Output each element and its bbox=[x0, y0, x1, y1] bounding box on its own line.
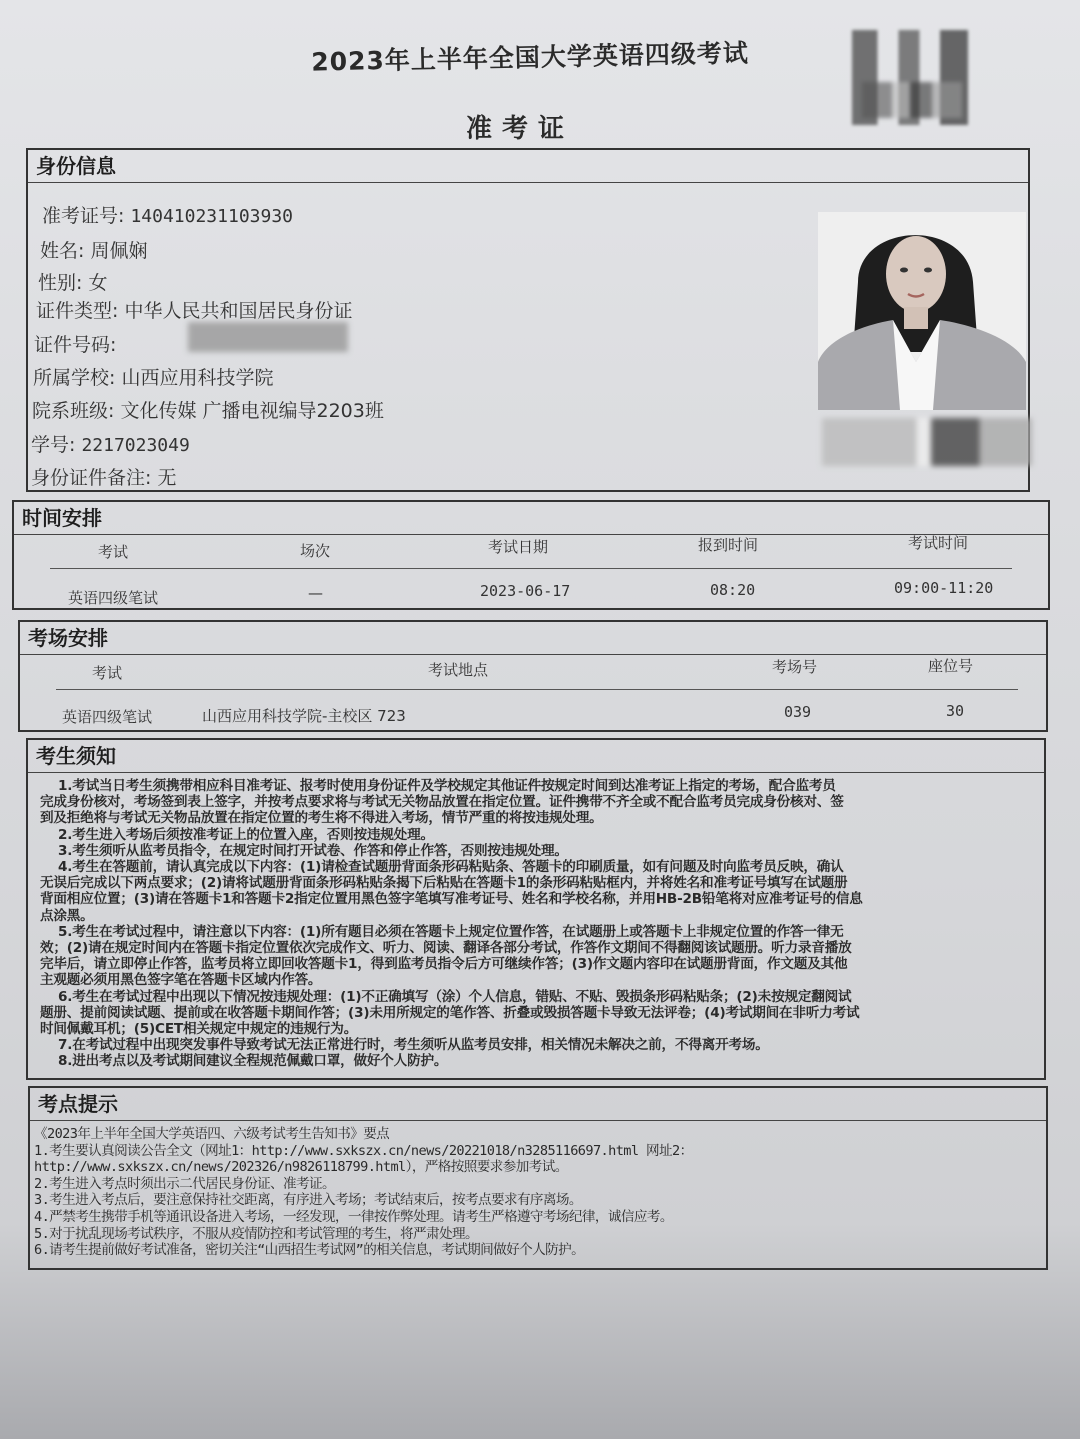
schedule-cell-session: — bbox=[308, 584, 323, 602]
redacted-photo-caption bbox=[822, 418, 1032, 466]
department-row bbox=[32, 396, 384, 423]
schedule-header-time: 考试时间 bbox=[908, 534, 969, 552]
venue-cell-exam: 英语四级笔试 bbox=[62, 708, 153, 726]
school-value: 山西应用科技学院 bbox=[121, 367, 274, 389]
notice-line: 到及拒绝将与考试无关物品放置在指定位置的考生将不得进入考场，情节严重的将按违规处理。 bbox=[40, 810, 603, 827]
notice-line: 8.进出考点以及考试期间建议全程规范佩戴口罩，做好个人防护。 bbox=[58, 1053, 448, 1070]
notice-line: 5.考生在考试过程中，请注意以下内容：(1)所有题目必须在答题卡上规定位置作答，在试题册上或答题卡上非规定位置的作答一律无 bbox=[58, 923, 844, 940]
schedule-header-checkin: 报到时间 bbox=[698, 536, 759, 554]
exam-number-row bbox=[42, 201, 293, 228]
venue-header-exam: 考试 bbox=[92, 664, 123, 682]
tips-line: 5.对于扰乱现场考试秩序，不服从疫情防控和考试管理的考生，将严肃处理。 bbox=[34, 1225, 478, 1242]
tips-body bbox=[34, 1126, 1042, 1259]
venue-section bbox=[18, 620, 1048, 732]
id-type-value: 中华人民共和国居民身份证 bbox=[124, 300, 353, 322]
exam-number-value: 140410231103930 bbox=[130, 206, 294, 227]
id-number-label: 证件号码: bbox=[34, 334, 117, 356]
tips-line: 2.考生进入考点时须出示二代居民身份证、准考证。 bbox=[34, 1175, 336, 1192]
venue-cell-seat: 30 bbox=[946, 702, 965, 720]
id-number-row bbox=[34, 330, 116, 357]
tips-line: 6.请考生提前做好考试准备，密切关注“山西招生考试网”的相关信息，考试期间做好个人防护。 bbox=[34, 1242, 585, 1259]
name-label: 姓名: bbox=[40, 240, 85, 262]
school-label: 所属学校: bbox=[33, 367, 116, 389]
name-value: 周佩娴 bbox=[90, 240, 148, 262]
notice-line: 7.在考试过程中出现突发事件导致考试无法正常进行时，考生须听从监考员安排，相关情况未解决之前，不得离开考场。 bbox=[58, 1037, 769, 1054]
portrait-illustration bbox=[818, 212, 1026, 410]
schedule-cell-checkin: 08:20 bbox=[710, 581, 756, 599]
name-row bbox=[40, 236, 147, 263]
id-type-row bbox=[36, 296, 352, 323]
student-id-label: 学号: bbox=[31, 434, 76, 456]
notice-line: 背面相应位置；(3)请在答题卡1和答题卡2指定位置用黑色签字笔填写准考证号、姓名和学校名称，并用HB-2B铅笔将对应准考证号的信息 bbox=[40, 891, 863, 908]
tips-line: 《2023年上半年全国大学英语四、六级考试考生告知书》要点 bbox=[34, 1126, 390, 1142]
redacted-qr-code-lower bbox=[862, 82, 962, 118]
venue-cell-room: 039 bbox=[784, 703, 812, 721]
notice-line: 无误后完成以下两点要求；(2)请将试题册背面条形码粘贴条揭下后粘贴在答题卡1的条形码粘贴框内，并将姓名和准考证号填写在试题册 bbox=[40, 875, 848, 892]
id-remark-row bbox=[31, 463, 176, 490]
id-remark-value: 无 bbox=[157, 467, 177, 489]
schedule-cell-time: 09:00-11:20 bbox=[894, 579, 994, 597]
notice-line: 2.考生进入考场后须按准考证上的位置入座，否则按违规处理。 bbox=[58, 826, 434, 843]
gender-value: 女 bbox=[88, 272, 108, 294]
notice-line: 完毕后，请立即停止作答，监考员将立即回收答题卡1，得到监考员指令后方可继续作答；(3)作文题内容印在试题册背面，作文题及其他 bbox=[40, 956, 848, 973]
schedule-cell-exam: 英语四级笔试 bbox=[68, 589, 159, 607]
notice-line: 完成身份核对，考场签到表上签字，并按考点要求将与考试无关物品放置在指定位置。证件携带不齐全或不配合监考员完成身份核对、签 bbox=[40, 794, 844, 811]
document-title: 2023年上半年全国大学英语四级考试 bbox=[310, 38, 750, 77]
tips-line: 3.考生进入考点后，要注意保持社交距离，有序进入考场；考试结束后，按考点要求有序离场。 bbox=[34, 1192, 582, 1209]
venue-header-seat: 座位号 bbox=[928, 657, 974, 675]
notice-line: 6.考生在考试过程中出现以下情况按违规处理：(1)不正确填写（涂）个人信息，错贴、不贴、毁损条形码粘贴条；(2)未按规定翻阅试 bbox=[58, 988, 852, 1005]
schedule-cell-date: 2023-06-17 bbox=[480, 582, 571, 600]
id-type-label: 证件类型: bbox=[36, 300, 119, 322]
notice-line: 3.考生须听从监考员指令，在规定时间打开试卷、作答和停止作答，否则按违规处理。 bbox=[58, 842, 568, 859]
tips-line: 1.考生要认真阅读公告全文（网址1：http://www.sxkszx.cn/news/20221018/n3285116697.html 网址2： bbox=[34, 1142, 693, 1159]
venue-section-title: 考场安排 bbox=[20, 622, 1046, 655]
notice-line: 时间佩戴耳机；(5)CET相关规定中规定的违规行为。 bbox=[40, 1021, 358, 1038]
notice-line: 点涂黑。 bbox=[40, 907, 94, 924]
notice-body bbox=[40, 778, 1038, 1070]
venue-header-location: 考试地点 bbox=[428, 661, 489, 679]
notice-line: 效；(2)请在规定时间内在答题卡指定位置依次完成作文、听力、阅读、翻译各部分考试，作答作文期间不得翻阅该试题册。听力录音播放 bbox=[40, 940, 852, 957]
schedule-header-exam: 考试 bbox=[98, 543, 129, 561]
venue-table-divider bbox=[56, 689, 1018, 690]
notice-section-title: 考生须知 bbox=[28, 740, 1044, 773]
notice-line: 主观题必须用黑色签字笔在答题卡区域内作答。 bbox=[40, 972, 322, 989]
department-value: 文化传媒 广播电视编导2203班 bbox=[120, 400, 384, 422]
notice-line: 题册、提前阅读试题、提前或在收答题卡期间作答；(3)未用所规定的笔作答、折叠或毁损答题卡导致无法评卷；(4)考试期间在非听力考试 bbox=[40, 1004, 860, 1021]
identity-section-title: 身份信息 bbox=[28, 150, 1028, 183]
schedule-section-title: 时间安排 bbox=[14, 502, 1048, 535]
student-id-value: 2217023049 bbox=[81, 435, 190, 456]
id-remark-label: 身份证件备注: bbox=[31, 467, 152, 489]
schedule-header-date: 考试日期 bbox=[488, 538, 549, 556]
tips-line: http://www.sxkszx.cn/news/202326/n9826118799.html），严格按照要求参加考试。 bbox=[34, 1159, 568, 1176]
schedule-header-session: 场次 bbox=[300, 542, 331, 560]
notice-line: 1.考试当日考生须携带相应科目准考证、报考时使用身份证件及学校规定其他证件按规定时间到达准考证上指定的考场，配合监考员 bbox=[58, 778, 836, 794]
tips-line: 4.严禁考生携带手机等通讯设备进入考场，一经发现，一律按作弊处理。请考生严格遵守考场纪律，诚信应考。 bbox=[34, 1208, 673, 1225]
gender-row bbox=[38, 268, 107, 295]
exam-number-label: 准考证号: bbox=[42, 205, 125, 227]
redacted-id-number bbox=[188, 322, 348, 352]
venue-header-room: 考场号 bbox=[772, 658, 818, 676]
candidate-photo bbox=[818, 212, 1026, 410]
student-id-row bbox=[31, 430, 190, 457]
department-label: 院系班级: bbox=[32, 400, 115, 422]
venue-cell-location: 山西应用科技学院-主校区 723 bbox=[202, 707, 406, 725]
notice-line: 4.考生在答题前，请认真完成以下内容：(1)请检查试题册背面条形码粘贴条、答题卡的印刷质量，如有问题及时向监考员反映，确认 bbox=[58, 859, 844, 876]
school-row bbox=[33, 363, 273, 390]
tips-section-title: 考点提示 bbox=[30, 1088, 1046, 1121]
schedule-table-divider bbox=[50, 568, 1012, 569]
document-subtitle: 准考证 bbox=[465, 114, 574, 144]
gender-label: 性别: bbox=[38, 272, 83, 294]
